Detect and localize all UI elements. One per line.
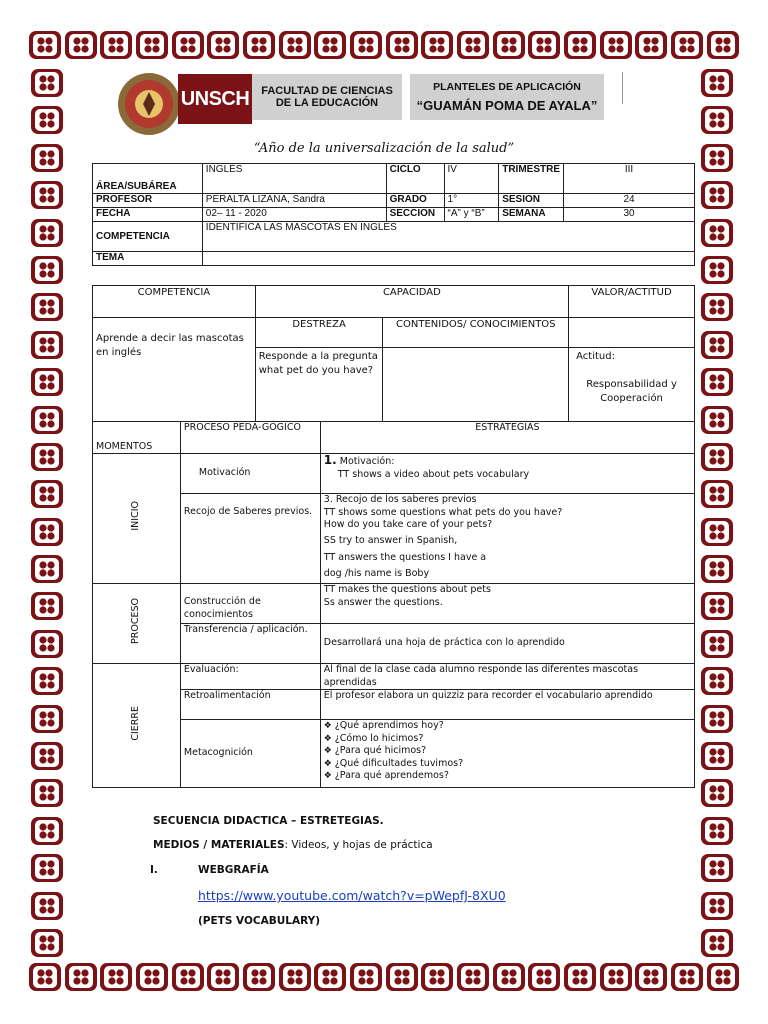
faculty-banner bbox=[252, 74, 402, 120]
meta-item: ❖ ¿Para qué aprendemos? bbox=[324, 770, 691, 783]
border-ornament-icon bbox=[30, 741, 64, 771]
border-ornament-icon bbox=[700, 704, 734, 734]
recojo-line: dog /his name is Boby bbox=[323, 567, 430, 579]
webgrafia-heading: WEBGRAFÍA bbox=[198, 864, 269, 876]
header-destreza: DESTREZA bbox=[255, 318, 383, 348]
border-ornament-icon bbox=[30, 330, 64, 360]
tema-label: TEMA bbox=[93, 252, 203, 266]
border-ornament-icon bbox=[64, 962, 98, 992]
border-ornament-icon bbox=[492, 30, 526, 60]
university-seal-icon bbox=[115, 70, 183, 138]
border-ornament-icon bbox=[563, 30, 597, 60]
border-ornament-icon bbox=[700, 405, 734, 435]
border-ornament-icon bbox=[30, 218, 64, 248]
border-ornament-icon bbox=[30, 629, 64, 659]
border-ornament-icon bbox=[30, 666, 64, 696]
faculty-line-2: DE LA EDUCACIÓN bbox=[275, 97, 379, 109]
border-ornament-icon bbox=[700, 778, 734, 808]
border-ornament-icon bbox=[28, 962, 62, 992]
planteles-line-2: “GUAMÁN POMA DE AYALA” bbox=[416, 98, 598, 113]
border-ornament-icon bbox=[30, 891, 64, 921]
medios-line bbox=[153, 839, 433, 851]
planteles-line-1: PLANTELES DE APLICACIÓN bbox=[433, 81, 581, 93]
border-ornament-icon bbox=[30, 554, 64, 584]
border-ornament-icon bbox=[700, 330, 734, 360]
youtube-link[interactable]: https://www.youtube.com/watch?v=pWepfJ-8XU0 bbox=[198, 888, 506, 903]
border-ornament-icon bbox=[700, 853, 734, 883]
construccion-label: Construcción de conocimientos bbox=[180, 584, 320, 624]
valor-empty bbox=[569, 318, 695, 348]
recojo-line: How do you take care of your pets? bbox=[323, 519, 493, 530]
border-ornament-icon bbox=[30, 517, 64, 547]
border-ornament-icon bbox=[99, 962, 133, 992]
border-ornament-icon bbox=[700, 218, 734, 248]
border-ornament-icon bbox=[171, 962, 205, 992]
actitud-label: Actitud: bbox=[576, 351, 615, 362]
planteles-banner bbox=[410, 74, 604, 120]
border-ornament-icon bbox=[706, 962, 740, 992]
recojo-line: 3. Recojo de los saberes previos bbox=[323, 494, 477, 505]
border-ornament-icon bbox=[30, 255, 64, 285]
transferencia-label: Transferencia / aplicación. bbox=[180, 624, 320, 664]
border-ornament-icon bbox=[28, 30, 62, 60]
border-ornament-icon bbox=[599, 962, 633, 992]
moments-table bbox=[92, 421, 695, 788]
trimestre-value: III bbox=[564, 164, 695, 194]
border-ornament-icon bbox=[30, 68, 64, 98]
border-ornament-icon bbox=[64, 30, 98, 60]
ciclo-label: CICLO bbox=[386, 164, 444, 194]
border-ornament-icon bbox=[700, 292, 734, 322]
meta-label: Metacognición bbox=[180, 720, 320, 788]
border-ornament-icon bbox=[700, 367, 734, 397]
cierre-label: CIERRE bbox=[130, 705, 142, 741]
header-competencia: COMPETENCIA bbox=[93, 286, 256, 318]
border-ornament-icon bbox=[700, 517, 734, 547]
border-ornament-icon bbox=[700, 479, 734, 509]
cierre-cell bbox=[93, 664, 181, 788]
border-ornament-icon bbox=[30, 367, 64, 397]
meta-item: ❖ ¿Qué aprendimos hoy? bbox=[324, 720, 691, 733]
border-ornament-icon bbox=[420, 30, 454, 60]
border-ornament-icon bbox=[700, 891, 734, 921]
meta-item: ❖ ¿Cómo lo hicimos? bbox=[324, 733, 691, 746]
construccion-strategy bbox=[320, 584, 694, 624]
grado-value: 1° bbox=[444, 194, 499, 208]
semana-value: 30 bbox=[564, 208, 695, 222]
header-contenidos: CONTENIDOS/ CONOCIMIENTOS bbox=[383, 318, 569, 348]
border-right bbox=[700, 68, 734, 958]
construccion-line: Ss answer the questions. bbox=[323, 596, 443, 608]
border-ornament-icon bbox=[30, 853, 64, 883]
retro-label: Retroalimentación bbox=[180, 690, 320, 720]
border-ornament-icon bbox=[700, 928, 734, 958]
border-ornament-icon bbox=[706, 30, 740, 60]
border-ornament-icon bbox=[206, 30, 240, 60]
secuencia-heading: SECUENCIA DIDACTICA – ESTRETEGIAS. bbox=[153, 815, 384, 827]
header-momentos: MOMENTOS bbox=[93, 422, 181, 454]
competencia-value: IDENTIFICA LAS MASCOTAS EN INGLÉS bbox=[202, 222, 694, 252]
border-ornament-icon bbox=[135, 962, 169, 992]
border-ornament-icon bbox=[171, 30, 205, 60]
seccion-label: SECCION bbox=[386, 208, 444, 222]
border-ornament-icon bbox=[563, 962, 597, 992]
recojo-label: Recojo de Saberes previos. bbox=[180, 494, 320, 584]
fecha-value: 02– 11 - 2020 bbox=[202, 208, 386, 222]
border-ornament-icon bbox=[700, 180, 734, 210]
proceso-label: PROCESO bbox=[130, 598, 142, 645]
inicio-cell bbox=[93, 454, 181, 584]
profesor-value: PERALTA LIZANA, Sandra bbox=[202, 194, 386, 208]
border-ornament-icon bbox=[700, 666, 734, 696]
competencia-text: Aprende a decir las mascotas en inglés bbox=[93, 318, 256, 422]
border-ornament-icon bbox=[700, 105, 734, 135]
border-ornament-icon bbox=[456, 962, 490, 992]
border-ornament-icon bbox=[135, 30, 169, 60]
border-ornament-icon bbox=[527, 962, 561, 992]
actitud-text: Responsabilidad y Cooperación bbox=[586, 379, 677, 404]
border-ornament-icon bbox=[242, 30, 276, 60]
border-ornament-icon bbox=[420, 962, 454, 992]
border-ornament-icon bbox=[634, 962, 668, 992]
border-ornament-icon bbox=[700, 816, 734, 846]
border-ornament-icon bbox=[492, 962, 526, 992]
border-ornament-icon bbox=[313, 962, 347, 992]
border-ornament-icon bbox=[30, 442, 64, 472]
border-ornament-icon bbox=[278, 30, 312, 60]
meta-item: ❖ ¿Para qué hicimos? bbox=[324, 745, 691, 758]
border-ornament-icon bbox=[30, 180, 64, 210]
motivacion-label: Motivación bbox=[180, 454, 320, 494]
retro-text: El profesor elabora un quizziz para recorder el vocabulario aprendido bbox=[320, 690, 694, 720]
border-ornament-icon bbox=[700, 591, 734, 621]
semana-label: SEMANA bbox=[499, 208, 564, 222]
border-ornament-icon bbox=[242, 962, 276, 992]
header-valor: VALOR/ACTITUD bbox=[569, 286, 695, 318]
border-ornament-icon bbox=[700, 255, 734, 285]
border-ornament-icon bbox=[700, 554, 734, 584]
border-ornament-icon bbox=[349, 962, 383, 992]
border-ornament-icon bbox=[30, 591, 64, 621]
border-ornament-icon bbox=[700, 442, 734, 472]
header-divider bbox=[622, 72, 623, 104]
border-ornament-icon bbox=[30, 105, 64, 135]
header-estrategias: ESTRATEGIAS bbox=[320, 422, 694, 454]
motivacion-title: Motivación: bbox=[339, 456, 395, 467]
border-ornament-icon bbox=[30, 479, 64, 509]
roman-numeral: I. bbox=[150, 864, 158, 876]
border-ornament-icon bbox=[313, 30, 347, 60]
header-proceso: PROCESO PEDA-GÓGICO bbox=[180, 422, 320, 454]
border-ornament-icon bbox=[634, 30, 668, 60]
tema-value bbox=[202, 252, 694, 266]
border-ornament-icon bbox=[349, 30, 383, 60]
border-ornament-icon bbox=[670, 962, 704, 992]
meta-list bbox=[320, 720, 694, 788]
inicio-label: INICIO bbox=[130, 501, 142, 532]
border-ornament-icon bbox=[30, 928, 64, 958]
border-ornament-icon bbox=[700, 741, 734, 771]
border-ornament-icon bbox=[527, 30, 561, 60]
border-ornament-icon bbox=[30, 292, 64, 322]
border-ornament-icon bbox=[30, 778, 64, 808]
border-top bbox=[28, 30, 740, 60]
area-label: ÁREA/SUBÁREA bbox=[93, 164, 203, 194]
sesion-label: SESION bbox=[499, 194, 564, 208]
border-ornament-icon bbox=[206, 962, 240, 992]
proceso-cell bbox=[93, 584, 181, 664]
motivacion-strategy bbox=[320, 454, 694, 494]
border-ornament-icon bbox=[30, 816, 64, 846]
unsch-logo: UNSCH bbox=[178, 74, 252, 124]
recojo-line: TT answers the questions I have a bbox=[323, 552, 487, 563]
area-value: INGLÉS bbox=[202, 164, 386, 194]
border-ornament-icon bbox=[99, 30, 133, 60]
border-bottom bbox=[28, 962, 740, 992]
border-ornament-icon bbox=[30, 704, 64, 734]
motivacion-text: TT shows a video about pets vocabulary bbox=[337, 468, 530, 480]
border-ornament-icon bbox=[599, 30, 633, 60]
pets-vocabulary-label: (PETS VOCABULARY) bbox=[198, 915, 321, 927]
recojo-strategy bbox=[320, 494, 694, 584]
fecha-label: FECHA bbox=[93, 208, 203, 222]
medios-text: : Videos, y hojas de práctica bbox=[284, 839, 433, 851]
construccion-line: TT makes the questions about pets bbox=[323, 584, 491, 595]
border-ornament-icon bbox=[385, 962, 419, 992]
competencia-label: COMPETENCIA bbox=[93, 222, 203, 252]
competencias-table bbox=[92, 285, 695, 422]
destreza-text: Responde a la pregunta what pet do you have? bbox=[255, 348, 383, 422]
medios-label: MEDIOS / MATERIALES bbox=[153, 839, 285, 851]
seccion-value: “A” y “B” bbox=[444, 208, 499, 222]
border-ornament-icon bbox=[278, 962, 312, 992]
recojo-line: SS try to answer in Spanish, bbox=[323, 534, 458, 546]
sesion-value: 24 bbox=[564, 194, 695, 208]
header-capacidad: CAPACIDAD bbox=[255, 286, 568, 318]
actitud-cell bbox=[569, 348, 695, 422]
evaluacion-label: Evaluación: bbox=[180, 664, 320, 690]
trimestre-label: TRIMESTRE bbox=[499, 164, 564, 194]
recojo-line: TT shows some questions what pets do you have? bbox=[323, 506, 563, 518]
border-ornament-icon bbox=[700, 68, 734, 98]
grado-label: GRADO bbox=[386, 194, 444, 208]
contenidos-text bbox=[383, 348, 569, 422]
motto: “Año de la universalización de la salud” bbox=[253, 141, 515, 156]
border-ornament-icon bbox=[30, 405, 64, 435]
border-ornament-icon bbox=[700, 629, 734, 659]
meta-item: ❖ ¿Qué dificultades tuvimos? bbox=[324, 758, 691, 771]
border-ornament-icon bbox=[385, 30, 419, 60]
border-ornament-icon bbox=[670, 30, 704, 60]
border-ornament-icon bbox=[456, 30, 490, 60]
transferencia-text: Desarrollará una hoja de práctica con lo aprendido bbox=[320, 624, 694, 664]
border-left bbox=[30, 68, 64, 958]
motivacion-num: 1. bbox=[323, 453, 337, 467]
evaluacion-text: Al final de la clase cada alumno responde las diferentes mascotas aprendidas bbox=[320, 664, 694, 690]
ciclo-value: IV bbox=[444, 164, 499, 194]
info-table bbox=[92, 163, 695, 266]
faculty-line-1: FACULTAD DE CIENCIAS bbox=[261, 85, 393, 97]
profesor-label: PROFESOR bbox=[93, 194, 203, 208]
